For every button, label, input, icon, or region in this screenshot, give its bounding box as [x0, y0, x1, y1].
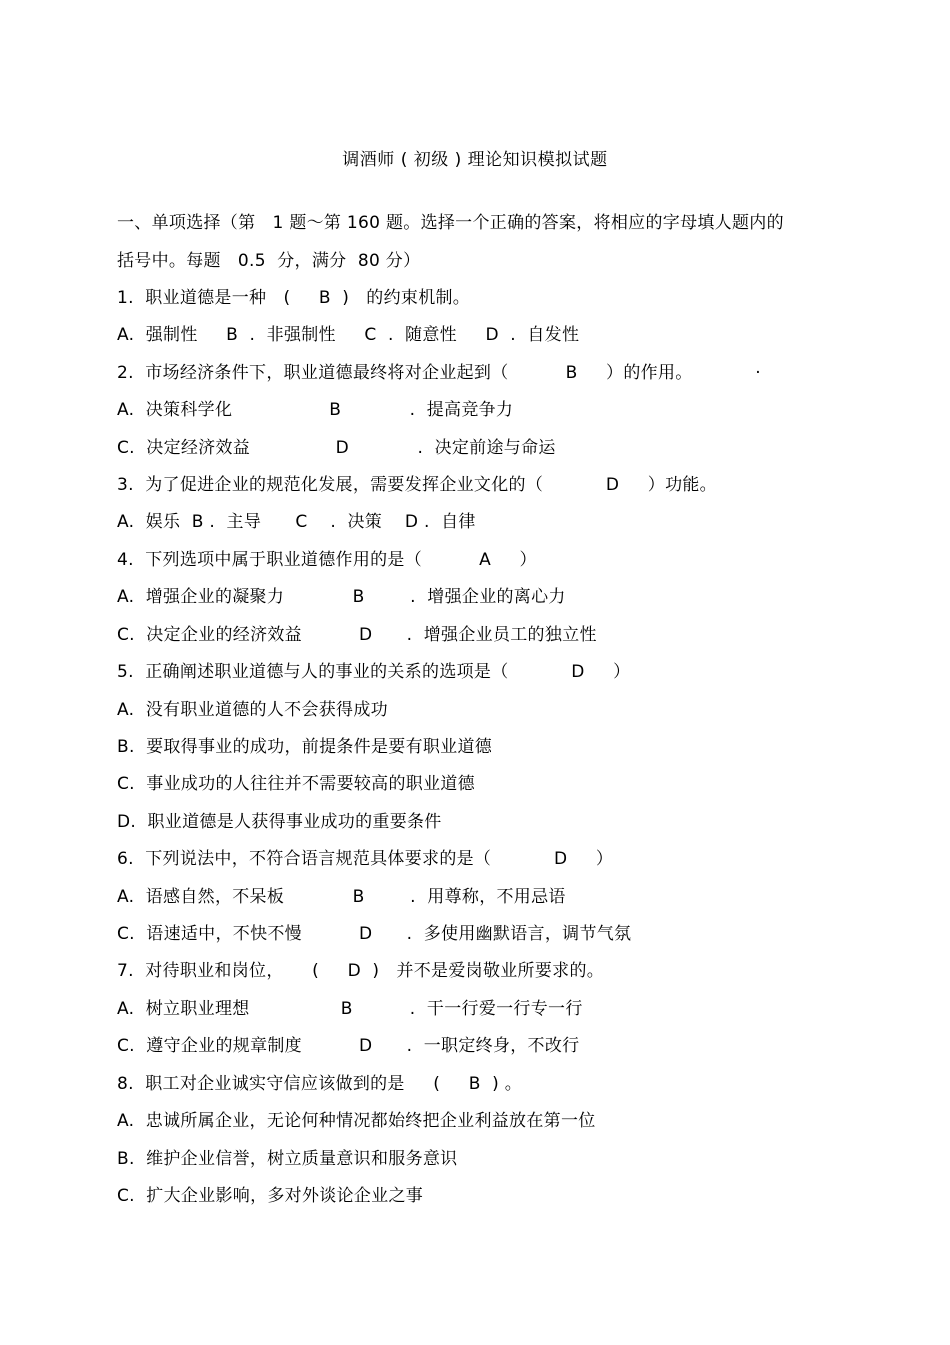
question-8-option-a: A. 忠诚所属企业，无论何种情况都始终把企业利益放在第一位	[117, 1111, 596, 1131]
question-8-option-b: B. 维护企业信誉，树立质量意识和服务意识	[117, 1149, 458, 1169]
question-4-options-ab: A. 增强企业的凝聚力 B . 增强企业的离心力	[117, 587, 566, 607]
question-2-options-cd: C. 决定经济效益 D . 决定前途与命运	[117, 438, 556, 458]
question-3: 3. 为了促进企业的规范化发展，需要发挥企业文化的（ D ）功能。	[117, 475, 717, 495]
question-6-options-ab: A. 语感自然，不呆板 B . 用尊称，不用忌语	[117, 887, 566, 907]
question-6-options-cd: C. 语速适中，不快不慢 D . 多使用幽默语言，调节气氛	[117, 924, 632, 944]
question-4-options-cd: C. 决定企业的经济效益 D . 增强企业员工的独立性	[117, 625, 597, 645]
question-8: 8. 职工对企业诚实守信应该做到的是 ( B ) 。	[117, 1074, 523, 1094]
question-8-option-c: C. 扩大企业影响，多对外谈论企业之事	[117, 1186, 424, 1206]
question-1: 1. 职业道德是一种 ( B ) 的约束机制。	[117, 288, 471, 308]
section-heading-line-1: 一、单项选择（第 1 题～第 160 题。选择一个正确的答案，将相应的字母填人题内的	[117, 213, 784, 233]
question-4: 4. 下列选项中属于职业道德作用的是（ A ）	[117, 550, 537, 570]
question-5-option-d: D. 职业道德是人获得事业成功的重要条件	[117, 812, 442, 832]
question-2: 2. 市场经济条件下，职业道德最终将对企业起到（ B ）的作用。 ·	[117, 363, 761, 383]
question-5-option-b: B. 要取得事业的成功，前提条件是要有职业道德	[117, 737, 493, 757]
question-3-options: A. 娱乐 B . 主导 C . 决策 D . 自律	[117, 512, 476, 532]
question-7-options-ab: A. 树立职业理想 B . 干一行爱一行专一行	[117, 999, 583, 1019]
question-5: 5. 正确阐述职业道德与人的事业的关系的选项是（ D ）	[117, 662, 631, 682]
question-5-option-a: A. 没有职业道德的人不会获得成功	[117, 700, 388, 720]
page-title: 调酒师 ( 初级 ) 理论知识模拟试题	[342, 150, 608, 170]
question-7-options-cd: C. 遵守企业的规章制度 D . 一职定终身，不改行	[117, 1036, 580, 1056]
question-7: 7. 对待职业和岗位， ( D ) 并不是爱岗敬业所要求的。	[117, 961, 605, 981]
section-heading-line-2: 括号中。每题 0.5 分，满分 80 分）	[117, 251, 421, 271]
question-5-option-c: C. 事业成功的人往往并不需要较高的职业道德	[117, 774, 475, 794]
question-1-options: A. 强制性 B . 非强制性 C . 随意性 D . 自发性	[117, 325, 580, 345]
question-2-options-ab: A. 决策科学化 B . 提高竞争力	[117, 400, 514, 420]
question-6: 6. 下列说法中，不符合语言规范具体要求的是（ D ）	[117, 849, 614, 869]
